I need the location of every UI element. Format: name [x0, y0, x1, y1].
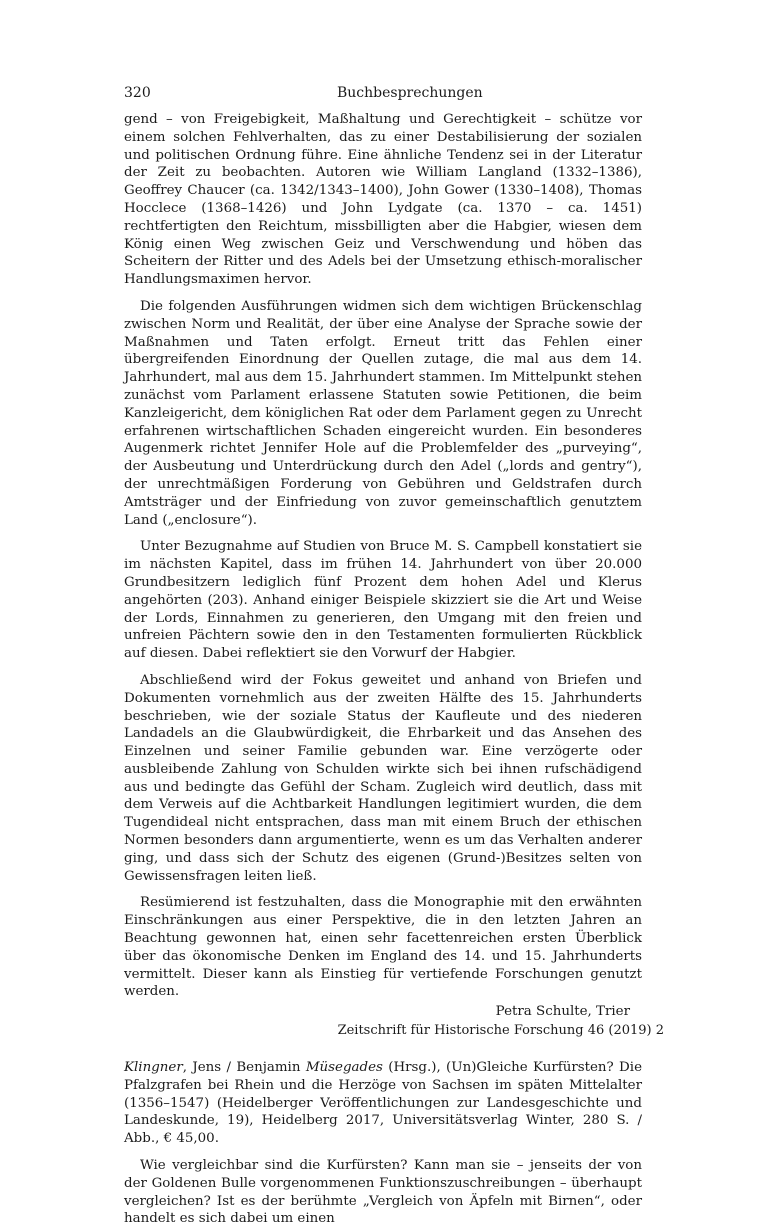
paragraph: Die folgenden Ausführungen widmen sich dem wichtigen Brückenschlag zwischen Norm und Realität, der über eine Analyse der Sprache sowie der Maßnahmen und Taten erfolgt. Erneut tritt das Fehlen einer übergreifenden Einordnung der Quellen zutage, die mal aus dem 14. Jahrhundert, mal aus dem 15. Jahrhundert stammen. Im Mittelpunkt stehen zunächst vom Parlament erlassene Statuten sowie Petitionen, die beim Kanzleigericht, dem königlichen Rat oder dem Parlament gegen zu Unrecht erfahrenen wirtschaftlichen Schaden eingereicht wurden. Ein besonderes Augenmerk richtet Jennifer Hole auf die Problemfelder des „purveying“, der Ausbeutung und Unterdrückung durch den Adel („lords and gentry“), der unrechtmäßigen Forderung von Gebühren und Geldstrafen durch Amtsträger und der Einfriedung von zuvor gemeinschaftlich genutztem Land („enclosure“). [124, 298, 642, 528]
journal-footer: Zeitschrift für Historische Forschung 46 (2019) 2 [337, 1023, 664, 1038]
paragraph-continuation: gend – von Freigebigkeit, Maßhaltung und Gerechtigkeit – schütze vor einem solchen Fehlverhalten, das zu einer Destabilisierung der sozialen und politischen Ordnung führe. Eine ähnliche Tendenz sei in der Literatur der Zeit zu beobachten. Autoren wie William Langland (1332–1386), Geoffrey Chaucer (ca. 1342/1343–1400), John Gower (1330–1408), Thomas Hocclece (1368–1426) und John Lydgate (ca. 1370 – ca. 1451) rechtfertigten den Reichtum, missbilligten aber die Habgier, wiesen dem König einen Weg zwischen Geiz und Verschwendung und höben das Scheitern der Ritter und des Adels bei der Umsetzung ethisch-moralischer Handlungsmaximen hervor. [124, 112, 642, 288]
editor-name: Müsegades [305, 1060, 383, 1076]
reviewer-signature: Petra Schulte, Trier [495, 1004, 630, 1020]
page-number: 320 [124, 85, 151, 101]
paragraph: Unter Bezugnahme auf Studien von Bruce M. S. Campbell konstatiert sie im nächsten Kapitel, dass im frühen 14. Jahrhundert von über 20.000 Grundbesitzern lediglich fünf Prozent dem hohen Adel und Klerus angehörten (203). Anhand einiger Beispiele skizziert sie die Art und Weise der Lords, Einnahmen zu generieren, den Umgang mit den freien und unfreien Pächtern sowie den in den Testamenten formulierten Rückblick auf diesen. Dabei reflektiert sie den Vorwurf der Habgier. [124, 539, 642, 662]
bibliographic-details: (Hrsg.), (Un)Gleiche Kurfürsten? Die Pfalzgrafen bei Rhein und die Herzöge von Sachsen im späten Mittelalter (1356–1547) (Heidelberger Veröffentlichungen zur Landesgeschichte und Landeskunde, 19), Heidelberg 2017, Universitätsverlag Winter, 280 S. / Abb., € 45,00. [124, 1060, 642, 1147]
review-bibliographic-heading [124, 1059, 642, 1148]
editor-name: Klingner [124, 1060, 183, 1076]
paragraph: Abschließend wird der Fokus geweitet und anhand von Briefen und Dokumenten vornehmlich aus der zweiten Hälfte des 15. Jahrhunderts beschrieben, wie der soziale Status der Kaufleute und des niederen Landadels an die Glaubwürdigkeit, die Ehrbarkeit und das Ansehen des Einzelnen und seiner Familie gebunden war. Eine verzögerte oder ausbleibende Zahlung von Schulden wirkte sich bei ihnen rufschädigend aus und bedingte das Gefühl der Scham. Zugleich wird deutlich, dass mit dem Verweis auf die Achtbarkeit Handlungen legitimiert wurden, die dem Tugendideal nicht entsprachen, dass man mit einem Bruch der ethischen Normen besonders dann argumentierte, wenn es um das Verhalten anderer ging, und dass sich der Schutz des eigenen (Grund-)Besitzes selten von Gewissensfragen leiten ließ. [124, 672, 642, 884]
paragraph: Resümierend ist festzuhalten, dass die Monographie mit den erwähnten Einschränkungen aus einer Perspektive, die in den letzten Jahren an Beachtung gewonnen hat, einen sehr facettenreichen ersten Überblick über das ökonomische Denken im England des 14. und 15. Jahrhunderts vermittelt. Dieser kann als Einstieg für vertiefende Forschungen genutzt werden. [124, 895, 642, 1000]
page-body [124, 111, 642, 1228]
heading-separator: , Jens / Benjamin [182, 1060, 306, 1076]
paragraph: Wie vergleichbar sind die Kurfürsten? Kann man sie – jenseits der von der Goldenen Bulle vorgenommenen Funktionszuschreibungen – überhaupt vergleichen? Ist es der berühmte „Vergleich von Äpfeln mit Birnen“, oder handelt es sich dabei um einen [124, 1158, 642, 1227]
running-head: Buchbesprechungen [337, 85, 483, 101]
